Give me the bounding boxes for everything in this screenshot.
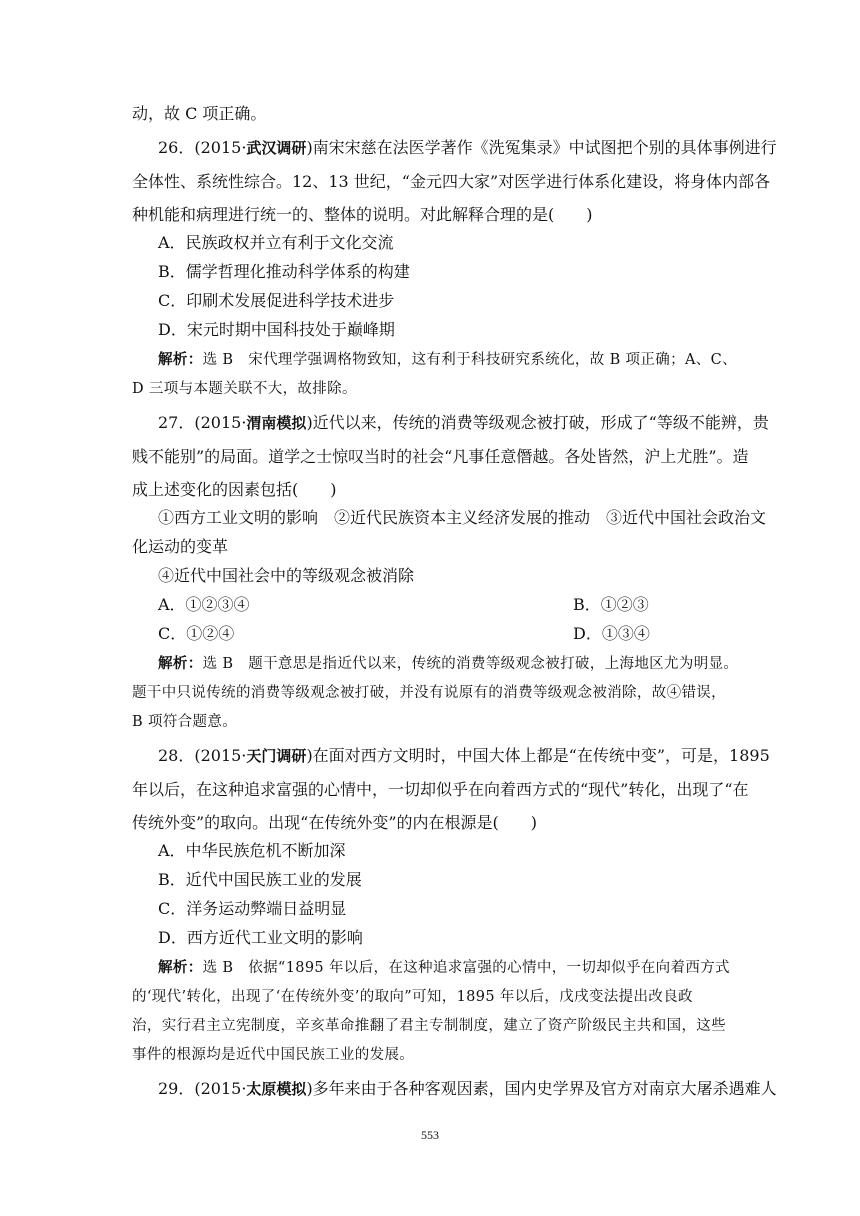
analysis: 事件的根源均是近代中国民族工业的发展。 [132,1047,415,1063]
option-row [158,624,768,644]
option-b: B．儒学哲理化推动科学体系的构建 [158,262,410,281]
question-26-stem: 全体性、系统性综合。12、13 世纪，“金元四大家”对医学进行体系化建设，将身体内部各 [132,172,771,191]
option-d: D．①③④ [573,624,650,643]
analysis: 的‘现代’转化，出现了‘在传统外变’的取向”可知，1895 年以后，戊戌变法提出改良政 [132,989,693,1005]
option-c: C．洋务运动弊端日益明显 [158,899,347,918]
question-26-stem: 种机能和病理进行统一的、整体的说明。对此解释合理的是( ) [132,205,593,224]
analysis-label: 解析： [158,959,203,976]
question-27-stem: 成上述变化的因素包括( ) [132,480,337,499]
question-source: 渭南模拟 [246,414,307,432]
page-number: 553 [421,1128,439,1142]
question-28-stem: 28．(2015·天门调研)在面对西方文明时，中国大体上都是“在传统中变”，可是，1895 [158,746,770,765]
analysis: 题干中只说传统的消费等级观念被打破，并没有说原有的消费等级观念被消除，故④错误， [132,685,726,701]
statement-items: 化运动的变革 [132,537,229,556]
analysis: 解析：选 B 题干意思是指近代以来，传统的消费等级观念被打破，上海地区尤为明显。 [158,655,739,672]
analysis: 治，实行君主立宪制度，辛亥革命推翻了君主专制制度，建立了资产阶级民主共和国，这些 [132,1018,726,1034]
option-a: A．中华民族危机不断加深 [158,841,346,860]
question-26-stem: 26．(2015·武汉调研)南宋宋慈在法医学著作《洗冤集录》中试图把个别的具体事例进行 [158,138,777,157]
analysis: 解析：选 B 宋代理学强调格物致知，这有利于科技研究系统化，故 B 项正确；A、C、 [158,351,737,368]
question-27-stem: 贱不能别”的局面。道学之士惊叹当时的社会“凡事任意僭越。各处皆然，沪上尤胜”。造 [132,447,749,466]
analysis: B 项符合题意。 [132,714,238,730]
option-d: D．西方近代工业文明的影响 [158,928,363,947]
option-row [158,595,768,615]
question-28-stem: 传统外变”的取向。出现“在传统外变”的内在根源是( ) [132,813,538,832]
option-c: C．①②④ [158,624,235,643]
option-b: B．①②③ [573,595,649,614]
statement-items: ①西方工业文明的影响 ②近代民族资本主义经济发展的推动 ③近代中国社会政治文 [158,508,767,527]
option-c: C．印刷术发展促进科学技术进步 [158,291,395,310]
analysis-label: 解析： [158,351,203,368]
question-28-stem: 年以后，在这种追求富强的心情中，一切却似乎在向着西方式的“现代”转化，出现了“在 [132,780,749,799]
question-source: 武汉调研 [246,139,307,157]
question-27-stem: 27．(2015·渭南模拟)近代以来，传统的消费等级观念被打破，形成了“等级不能辨，贵 [158,413,769,432]
option-a: A．民族政权并立有利于文化交流 [158,233,394,252]
analysis-label: 解析： [158,655,203,672]
question-29-stem: 29．(2015·太原模拟)多年来由于各种客观因素，国内史学界及官方对南京大屠杀遇难人 [158,1079,777,1098]
analysis: D 三项与本题关联不大，故排除。 [132,381,357,397]
question-source: 天门调研 [246,747,307,765]
analysis: 解析：选 B 依据“1895 年以后，在这种追求富强的心情中，一切却似乎在向着西方式 [158,959,730,976]
statement-items: ④近代中国社会中的等级观念被消除 [158,566,415,585]
option-b: B．近代中国民族工业的发展 [158,870,362,889]
question-source: 太原模拟 [246,1080,307,1098]
option-a: A．①②③④ [158,595,250,614]
option-d: D．宋元时期中国科技处于巅峰期 [158,320,395,339]
text-line: 动，故 C 项正确。 [132,104,267,123]
